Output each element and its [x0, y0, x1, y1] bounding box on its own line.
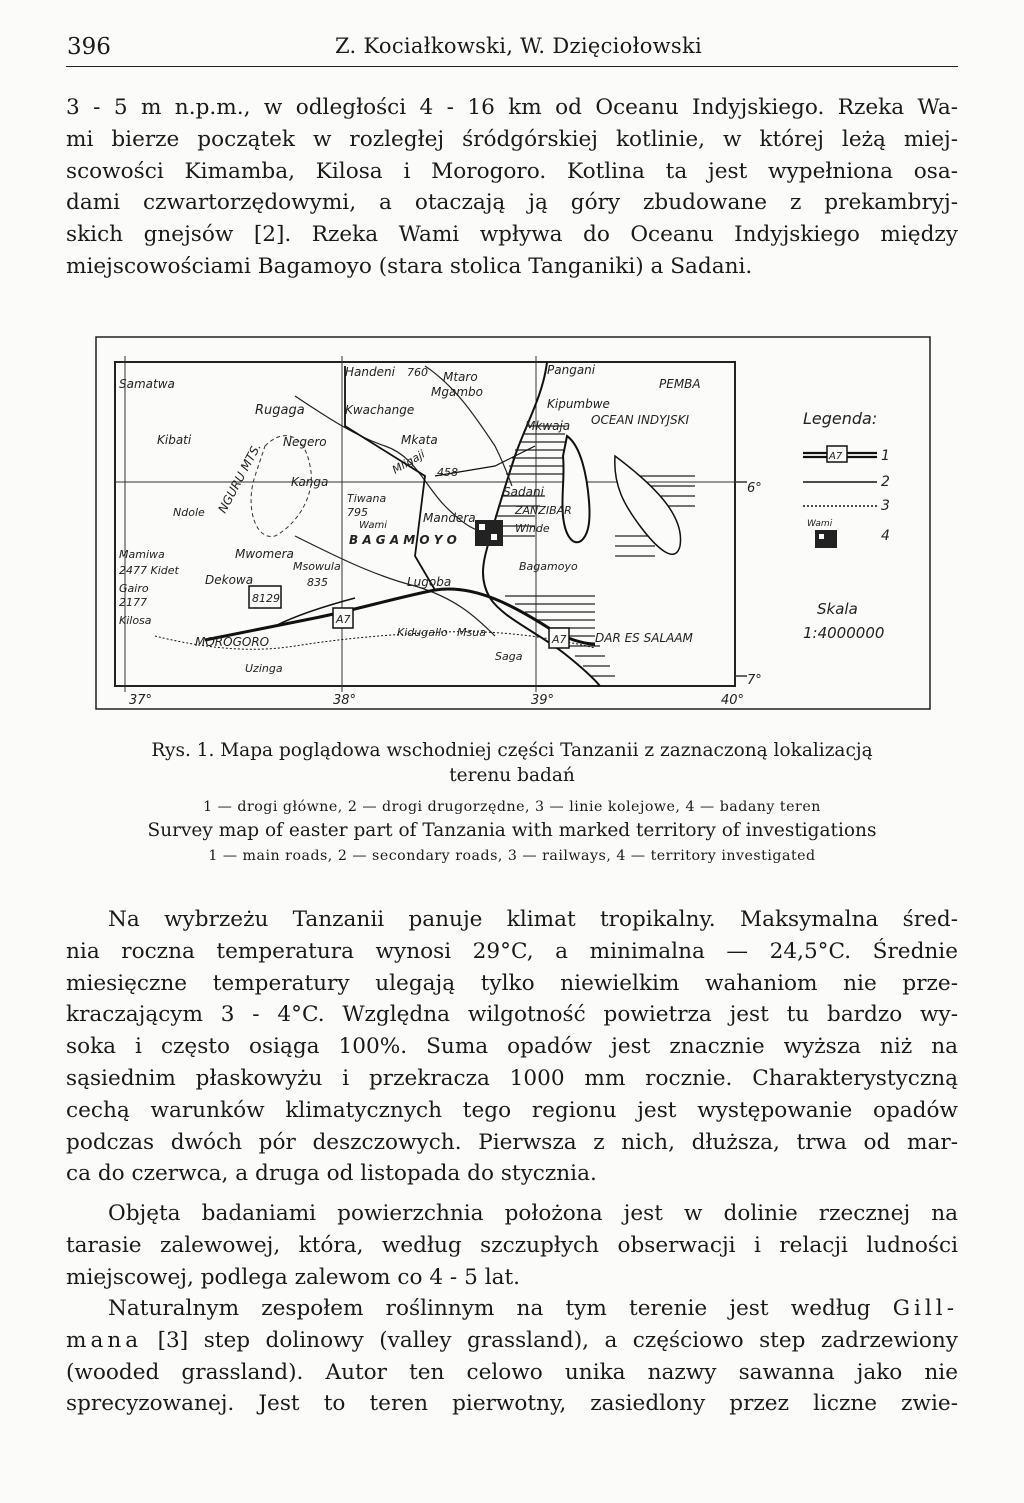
- elevation-label: 835: [307, 576, 328, 589]
- place-label: Winde: [515, 522, 550, 535]
- road-shield-a7: [333, 608, 353, 628]
- text-line: Objęta badaniami powierzchnia położona jest w dolinie rzecznej na: [108, 1201, 958, 1226]
- place-label: Kidugallo: [397, 626, 448, 639]
- text-line: dami czwartorzędowymi, a otaczają ją góry zbudowane z prekambryj-: [66, 190, 958, 216]
- place-label: Negero: [283, 435, 327, 449]
- zanzibar-island: [562, 436, 589, 542]
- text-line: 3 - 5 m n.p.m., w odległości 4 - 16 km od Oceanu Indyjskiego. Rzeka Wa-: [66, 95, 958, 120]
- place-label: MOROGORO: [195, 635, 270, 649]
- intro-paragraph: [66, 92, 958, 283]
- place-label: Kilosa: [119, 614, 152, 627]
- mountain-label: NGURU MTS.: [215, 440, 264, 516]
- place-label: Mamiwa: [119, 548, 165, 561]
- place-label: Msowula: [293, 560, 341, 573]
- latitude-label: 6°: [747, 481, 762, 496]
- place-label: Gairo: [119, 582, 149, 595]
- text-line: miejscowej, podlega zalewom co 4 - 5 lat.: [66, 1264, 521, 1290]
- region-label: B A G A M O Y O: [349, 533, 457, 547]
- place-label: Kibati: [157, 433, 192, 447]
- legend-study-area: [815, 530, 837, 548]
- text-line: (wooded grassland). Autor ten celowo unika nazwy sawanna jako nie: [66, 1359, 958, 1385]
- survey-map-figure: [95, 336, 931, 710]
- caption-pl-title: Rys. 1. Mapa poglądowa wschodniej części Tanzanii z zaznaczoną lokalizacją: [151, 740, 873, 761]
- scale-value: 1:4000000: [803, 624, 885, 642]
- place-label: Msua: [457, 626, 486, 639]
- study-area-detail: [479, 524, 485, 530]
- place-label: Mligaji: [390, 447, 428, 477]
- elevation-label: 760: [407, 366, 428, 379]
- page-number: 396: [67, 34, 111, 60]
- legend-study-area-label: Wami: [807, 519, 833, 529]
- road-shield-label: A7: [552, 633, 567, 646]
- body-paragraph: [66, 1198, 958, 1293]
- mafia-island: [615, 456, 681, 554]
- legend-number: 4: [881, 528, 890, 544]
- text-line: skich gnejsów [2]. Rzeka Wami wpływa do Oceanu Indyjskiego między: [66, 222, 958, 248]
- road-shield-label: A7: [336, 613, 351, 626]
- place-label: 2477 Kidet: [119, 564, 179, 577]
- river-label: Wami: [359, 520, 387, 531]
- study-area-detail: [491, 534, 497, 540]
- text-line: [66, 1325, 958, 1357]
- text-segment: Naturalnym zespołem roślinnym na tym terenie jest według: [108, 1296, 871, 1321]
- longitude-label: 37°: [129, 693, 153, 708]
- place-label: 2177: [119, 596, 147, 609]
- place-label: DAR ES SALAAM: [595, 631, 693, 645]
- text-line: miesięczne temperatury ulegają tylko niewielkim wahaniom nie prze-: [66, 970, 958, 996]
- text-line: soka i często osiąga 100%. Suma opadów jest znacznie wyższa niż na: [66, 1034, 958, 1060]
- header-rule: [66, 66, 958, 67]
- place-label: Lugoba: [407, 575, 452, 589]
- ocean-label: OCEAN INDYJSKI: [591, 413, 690, 427]
- text-line: ca do czerwca, a druga od listopada do stycznia.: [66, 1161, 597, 1187]
- longitude-label: 39°: [531, 693, 555, 708]
- text-line: cechą warunków klimatycznych tego regionu jest występowanie opadów: [66, 1097, 958, 1123]
- place-label: Handeni: [345, 365, 395, 379]
- text-line: sąsiednim płaskowyżu i przekracza 1000 mm rocznie. Charakterystyczną: [66, 1065, 958, 1091]
- text-line: miejscowościami Bagamoyo (stara stolica Tanganiki) a Sadani.: [66, 253, 753, 279]
- text-line: kraczającym 3 - 4°C. Względna wilgotność powietrza jest tu bardzo wy-: [66, 1002, 958, 1028]
- road-shield-label: 8129: [252, 592, 280, 605]
- text-line: mi bierze początek w rozległej śródgórskiej kotlinie, w której leżą miej-: [66, 126, 958, 152]
- place-label: Kanga: [291, 475, 329, 489]
- text-line: Na wybrzeżu Tanzanii panuje klimat tropikalny. Maksymalna śred-: [108, 907, 958, 932]
- caption-pl-legend: 1 — drogi główne, 2 — drogi drugorzędne, 3 — linie kolejowe, 4 — badany teren: [203, 799, 821, 815]
- place-label: Saga: [495, 650, 523, 663]
- elevation-label: 795: [347, 506, 368, 519]
- legend-number: 1: [881, 448, 890, 464]
- place-label: Mtaro: [443, 370, 478, 384]
- text-line: nia roczna temperatura wynosi 29°C, a minimalna — 24,5°C. Średnie: [66, 938, 958, 964]
- study-area-marker: [475, 520, 503, 546]
- legend-road-shield-label: A7: [829, 451, 843, 462]
- latitude-label: 7°: [747, 673, 762, 688]
- place-label: Mwomera: [235, 547, 294, 561]
- place-label: Mkata: [401, 433, 438, 447]
- longitude-label: 40°: [721, 693, 745, 708]
- author-name: Gill-: [892, 1296, 958, 1321]
- place-label: Kipumbwe: [547, 397, 610, 411]
- text-line: tarasie zalewowej, która, według szczupłych obserwacji i relacji ludności: [66, 1232, 958, 1258]
- place-label: Ndole: [173, 506, 205, 519]
- text-line: scowości Kimamba, Kilosa i Morogoro. Kotlina ta jest wypełniona osa-: [66, 158, 958, 184]
- road-shield-8129: [249, 586, 281, 608]
- place-label: Mgambo: [431, 385, 483, 399]
- place-label: Kwachange: [345, 403, 415, 417]
- longitude-label: 38°: [333, 693, 357, 708]
- legend-study-area-detail: [819, 534, 824, 539]
- place-label: Dekowa: [205, 573, 254, 587]
- running-head: Z. Kociałkowski, W. Dzięciołowski: [335, 34, 703, 58]
- place-label: Samatwa: [119, 377, 175, 391]
- text-line: podczas dwóch pór deszczowych. Pierwsza z nich, dłuższa, trwa od mar-: [66, 1129, 958, 1155]
- road-handeni-bagamoyo: [345, 366, 435, 590]
- place-label: Mkwaja: [525, 419, 571, 433]
- legend-title: Legenda:: [803, 409, 878, 428]
- text-line: sprecyzowanej. Jest to teren pierwotny, zasiedlony przez liczne zwie-: [66, 1391, 958, 1417]
- place-label: Sadani: [503, 485, 544, 499]
- body-paragraph: [66, 904, 958, 1190]
- text-line: [66, 1293, 958, 1325]
- place-label: Mandera: [423, 511, 476, 525]
- body-paragraph: [66, 1293, 958, 1420]
- caption-en-legend: 1 — main roads, 2 — secondary roads, 3 — railways, 4 — territory investigated: [208, 848, 816, 864]
- legend-number: 3: [881, 498, 890, 514]
- place-label: ZANZIBAR: [515, 504, 572, 517]
- author-name: mana: [66, 1327, 143, 1353]
- caption-pl-title: terenu badań: [449, 765, 575, 786]
- legend-number: 2: [881, 474, 890, 490]
- text-segment: [3] step dolinowy (valley grassland), a częściowo step zadrzewiony: [157, 1327, 958, 1353]
- place-label: Rugaga: [255, 403, 305, 418]
- survey-map: [95, 336, 931, 710]
- road-shield-a7-east: [549, 628, 569, 648]
- place-label: Tiwana: [347, 492, 387, 505]
- scale-title: Skala: [817, 600, 858, 618]
- place-label: PEMBA: [659, 377, 701, 391]
- caption-en-title: Survey map of easter part of Tanzania with marked territory of investigations: [147, 820, 877, 841]
- place-label: Pangani: [547, 363, 596, 377]
- place-label: Bagamoyo: [519, 560, 578, 573]
- map-legend: [803, 409, 890, 642]
- elevation-label: 458: [437, 466, 458, 479]
- place-label: Uzinga: [245, 662, 283, 675]
